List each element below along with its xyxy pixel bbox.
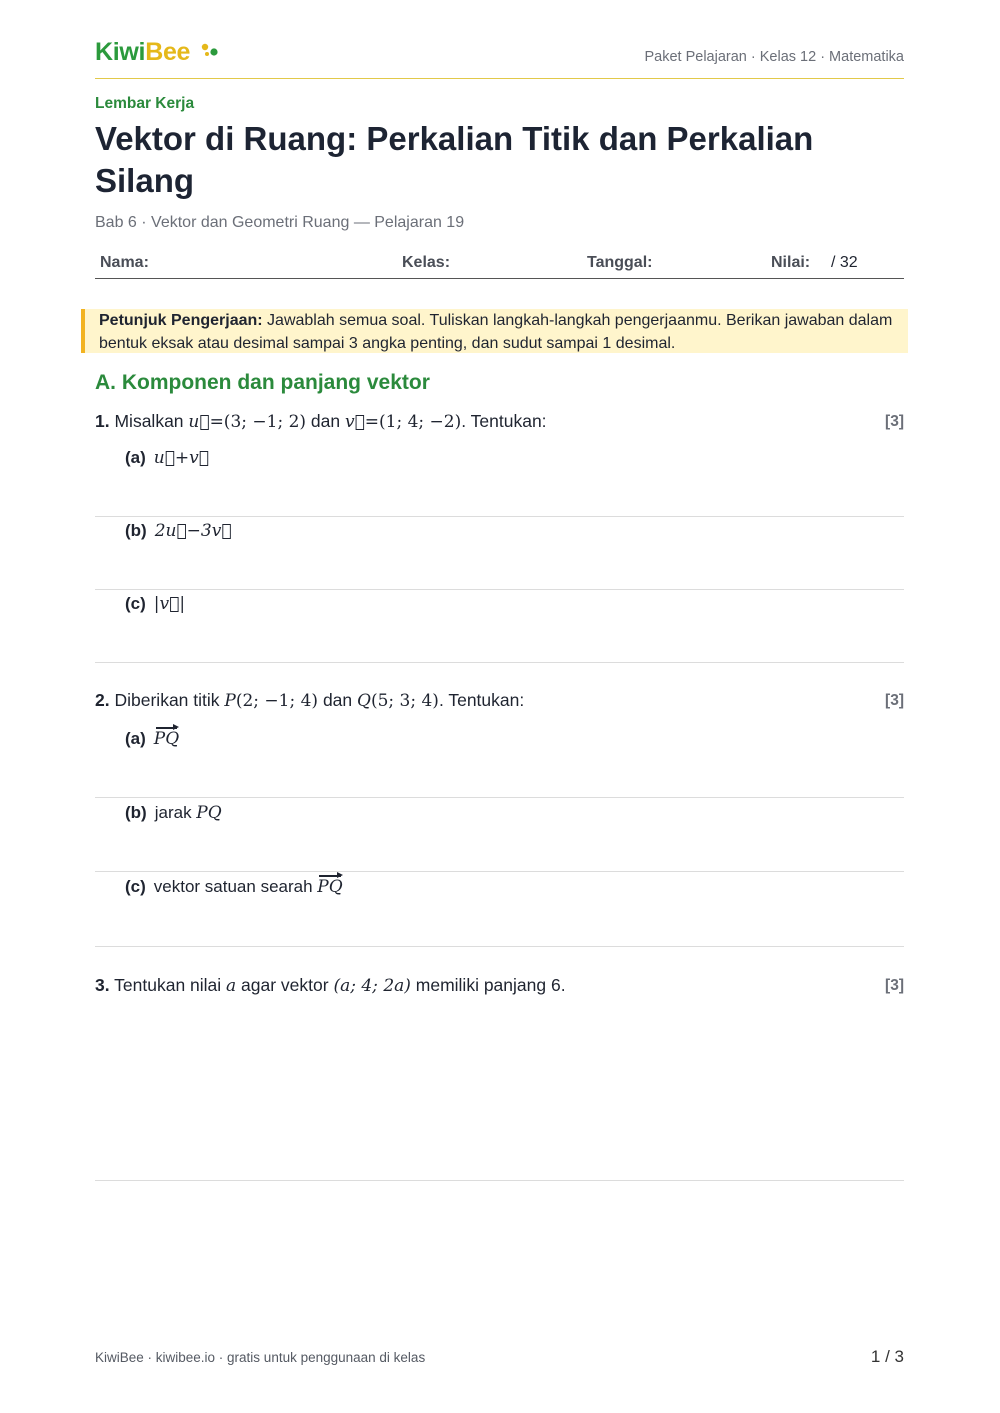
instructions-text: Jawablah semua soal. Tuliskan langkah-langkah pengerjaanmu. Berikan jawaban dalam bentuk eksak atau desimal sampai 3 angka penting, dan sudut sampai 1 desimal. bbox=[99, 312, 893, 352]
class-label: Kelas: bbox=[402, 254, 451, 271]
question-1a: (a) u⃗+v⃗ bbox=[125, 448, 209, 468]
section-a-heading: A. Komponen dan panjang vektor bbox=[95, 371, 430, 394]
vector-arrow: PQ bbox=[317, 877, 343, 897]
instructions-label: Petunjuk Pengerjaan: bbox=[99, 312, 263, 329]
answer-line bbox=[95, 589, 904, 590]
question-number: 2. bbox=[95, 690, 110, 710]
student-info-bar bbox=[95, 249, 904, 279]
question-points: [3] bbox=[885, 692, 904, 709]
question-1: 1. Misalkan u⃗=(3; −1; 2) dan v⃗=(1; 4; −2). Tentukan: [3] bbox=[95, 411, 904, 432]
question-2c: (c) vektor satuan searah PQ bbox=[125, 877, 343, 897]
question-number: 1. bbox=[95, 411, 110, 431]
question-2: 2. Diberikan titik P(2; −1; 4) dan Q(5; 3; 4). Tentukan: [3] bbox=[95, 690, 904, 711]
score-label: Nilai: bbox=[771, 254, 811, 271]
answer-line bbox=[95, 871, 904, 872]
page-footer: KiwiBee · kiwibee.io · gratis untuk penggunaan di kelas bbox=[95, 1350, 426, 1365]
answer-line bbox=[95, 797, 904, 798]
question-3: 3. Tentukan nilai a agar vektor (a; 4; 2a) memiliki panjang 6. [3] bbox=[95, 975, 904, 996]
instructions-box bbox=[81, 309, 908, 353]
kiwibee-logo: KiwiBee bbox=[95, 38, 191, 66]
question-points: [3] bbox=[885, 977, 904, 994]
date-label: Tanggal: bbox=[587, 254, 653, 271]
score-total: / 32 bbox=[831, 254, 858, 271]
question-points: [3] bbox=[885, 413, 904, 430]
logo-dots-icon bbox=[199, 42, 219, 58]
answer-line bbox=[95, 662, 904, 663]
question-number: 3. bbox=[95, 975, 110, 995]
answer-line bbox=[95, 516, 904, 517]
question-1c: (c) |v⃗| bbox=[125, 594, 186, 614]
question-2a: (a) PQ bbox=[125, 729, 180, 749]
answer-line bbox=[95, 1180, 904, 1181]
name-label: Nama: bbox=[100, 254, 149, 271]
course-meta: Paket Pelajaran · Kelas 12 · Matematika bbox=[644, 49, 904, 65]
lesson-subtitle: Bab 6 · Vektor dan Geometri Ruang — Pelajaran 19 bbox=[95, 214, 465, 231]
page-number: 1 / 3 bbox=[870, 1347, 904, 1366]
question-2b: (b) jarak PQ bbox=[125, 803, 222, 823]
answer-line bbox=[95, 946, 904, 947]
vector-arrow: PQ bbox=[153, 729, 180, 749]
worksheet-label: Lembar Kerja bbox=[95, 95, 195, 112]
question-1b: (b) 2u⃗−3v⃗ bbox=[125, 521, 232, 541]
page-header bbox=[95, 38, 904, 79]
page-title: Vektor di Ruang: Perkalian Titik dan Perkalian Silang bbox=[95, 120, 814, 199]
